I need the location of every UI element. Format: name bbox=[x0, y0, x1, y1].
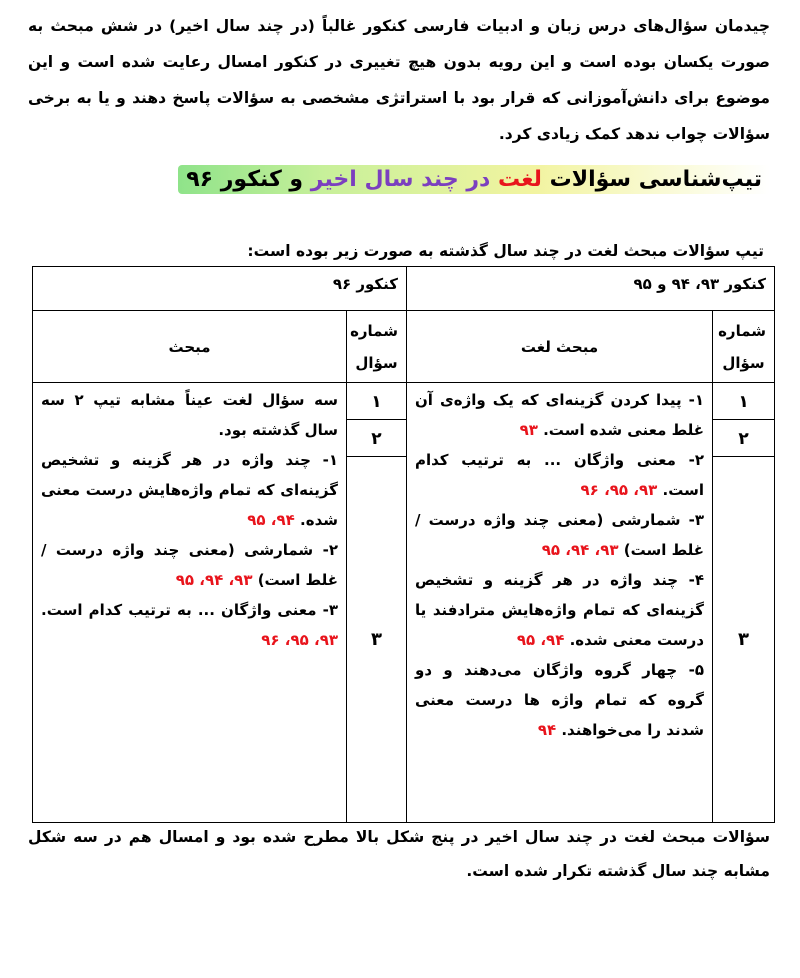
outro-paragraph: سؤالات مبحث لغت در چند سال اخیر در پنج شکل بالا مطرح شده بود و امسال هم در سه شکل مشابه چند سال گذشته تکرار شده است. bbox=[28, 828, 770, 880]
subject-item: ۲- شمارشی (معنی چند واژه درست / غلط است) ۹۳، ۹۴، ۹۵ bbox=[41, 541, 338, 589]
col-header-number-left: شماره سؤال bbox=[347, 311, 407, 383]
table-caption: تیپ سؤالات مبحث لغت در چند سال گذشته به صورت زیر بوده است: bbox=[247, 242, 764, 260]
years-label: ۹۳، ۹۵، ۹۶ bbox=[580, 481, 658, 499]
years-label: ۹۴، ۹۵ bbox=[247, 511, 295, 529]
table-group-header-row bbox=[33, 267, 775, 311]
years-label: ۹۳، ۹۵، ۹۶ bbox=[261, 631, 338, 649]
years-label: ۹۳ bbox=[519, 421, 538, 439]
table-row bbox=[33, 383, 775, 420]
years-label: ۹۴، ۹۵ bbox=[516, 631, 565, 649]
subject-item: ۳- شمارشی (معنی چند واژه درست / غلط است) ۹۳، ۹۴، ۹۵ bbox=[415, 511, 705, 559]
years-label: ۹۴ bbox=[537, 721, 557, 739]
col-header-subject-left: مبحث bbox=[33, 311, 347, 383]
subject-item: ۳- معنی واژگان ... به ترتیب کدام است. ۹۳، ۹۵، ۹۶ bbox=[41, 601, 338, 649]
subject-item: ۴- چند واژه در هر گزینه و تشخیص گزینه‌ای که تمام واژه‌هایش مترادفند یا درست معنی شده. ۹۴، ۹۵ bbox=[415, 571, 705, 649]
intro-paragraph: چیدمان سؤال‌های درس زبان و ادبیات فارسی کنکور غالباً (در چند سال اخیر) در شش مبحث به صورت یکسان بوده است و این رویه بدون هیچ تغییری در کنکور امسال رعایت شده است و این موضوع برای دانش‌آموزانی که قرار بود با استراتژی مشخصی به سؤالات پاسخ دهند و یا به برخی سؤالات چواب ندهد کمک زیادی کرد. bbox=[28, 17, 770, 143]
section-heading bbox=[20, 160, 770, 200]
subject-item: ۱- پیدا کردن گزینه‌ای که یک واژه‌ی آن غلط معنی شده است. ۹۳ bbox=[415, 391, 705, 439]
subject-list-93-95 bbox=[407, 383, 713, 823]
subject-list-96 bbox=[33, 383, 347, 823]
years-label: ۹۳، ۹۴، ۹۵ bbox=[541, 541, 619, 559]
row-number-left: ۳ bbox=[347, 457, 407, 823]
years-label: ۹۳، ۹۴، ۹۵ bbox=[175, 571, 253, 589]
heading-highlight bbox=[178, 165, 770, 194]
table-column-header-row bbox=[33, 311, 775, 383]
col-header-subject-right: مبحث لغت bbox=[407, 311, 713, 383]
group-header-93-95: کنکور ۹۳، ۹۴ و ۹۵ bbox=[407, 267, 775, 311]
row-number-right: ۲ bbox=[713, 420, 775, 457]
heading-part3: در چند سال اخیر bbox=[310, 167, 498, 192]
row-number-left: ۲ bbox=[347, 420, 407, 457]
vocabulary-types-table bbox=[32, 266, 775, 823]
heading-part1: تیپ‌شناسی سؤالات bbox=[541, 167, 762, 192]
col-header-number-right: شماره سؤال bbox=[713, 311, 775, 383]
subject-item: ۲- معنی واژگان ... به ترتیب کدام است. ۹۳، ۹۵، ۹۶ bbox=[415, 451, 705, 499]
heading-part2: لغت bbox=[497, 167, 542, 192]
row-number-right: ۳ bbox=[713, 457, 775, 823]
row-number-right: ۱ bbox=[713, 383, 775, 420]
row-number-left: ۱ bbox=[347, 383, 407, 420]
subject-item: ۵- چهار گروه واژگان می‌دهند و دو گروه که تمام واژه ها درست معنی شدند را می‌خواهند. ۹۴ bbox=[415, 661, 705, 739]
subject-item: ۱- چند واژه در هر گزینه و تشخیص گزینه‌ای که تمام واژه‌هایش درست معنی شده. ۹۴، ۹۵ bbox=[41, 451, 338, 529]
group-header-96: کنکور ۹۶ bbox=[33, 267, 407, 311]
heading-part4: و کنکور ۹۶ bbox=[186, 167, 311, 192]
subject-item: سه سؤال لغت عیناً مشابه تیپ ۲ سه سال گذشته بود. bbox=[41, 391, 338, 439]
